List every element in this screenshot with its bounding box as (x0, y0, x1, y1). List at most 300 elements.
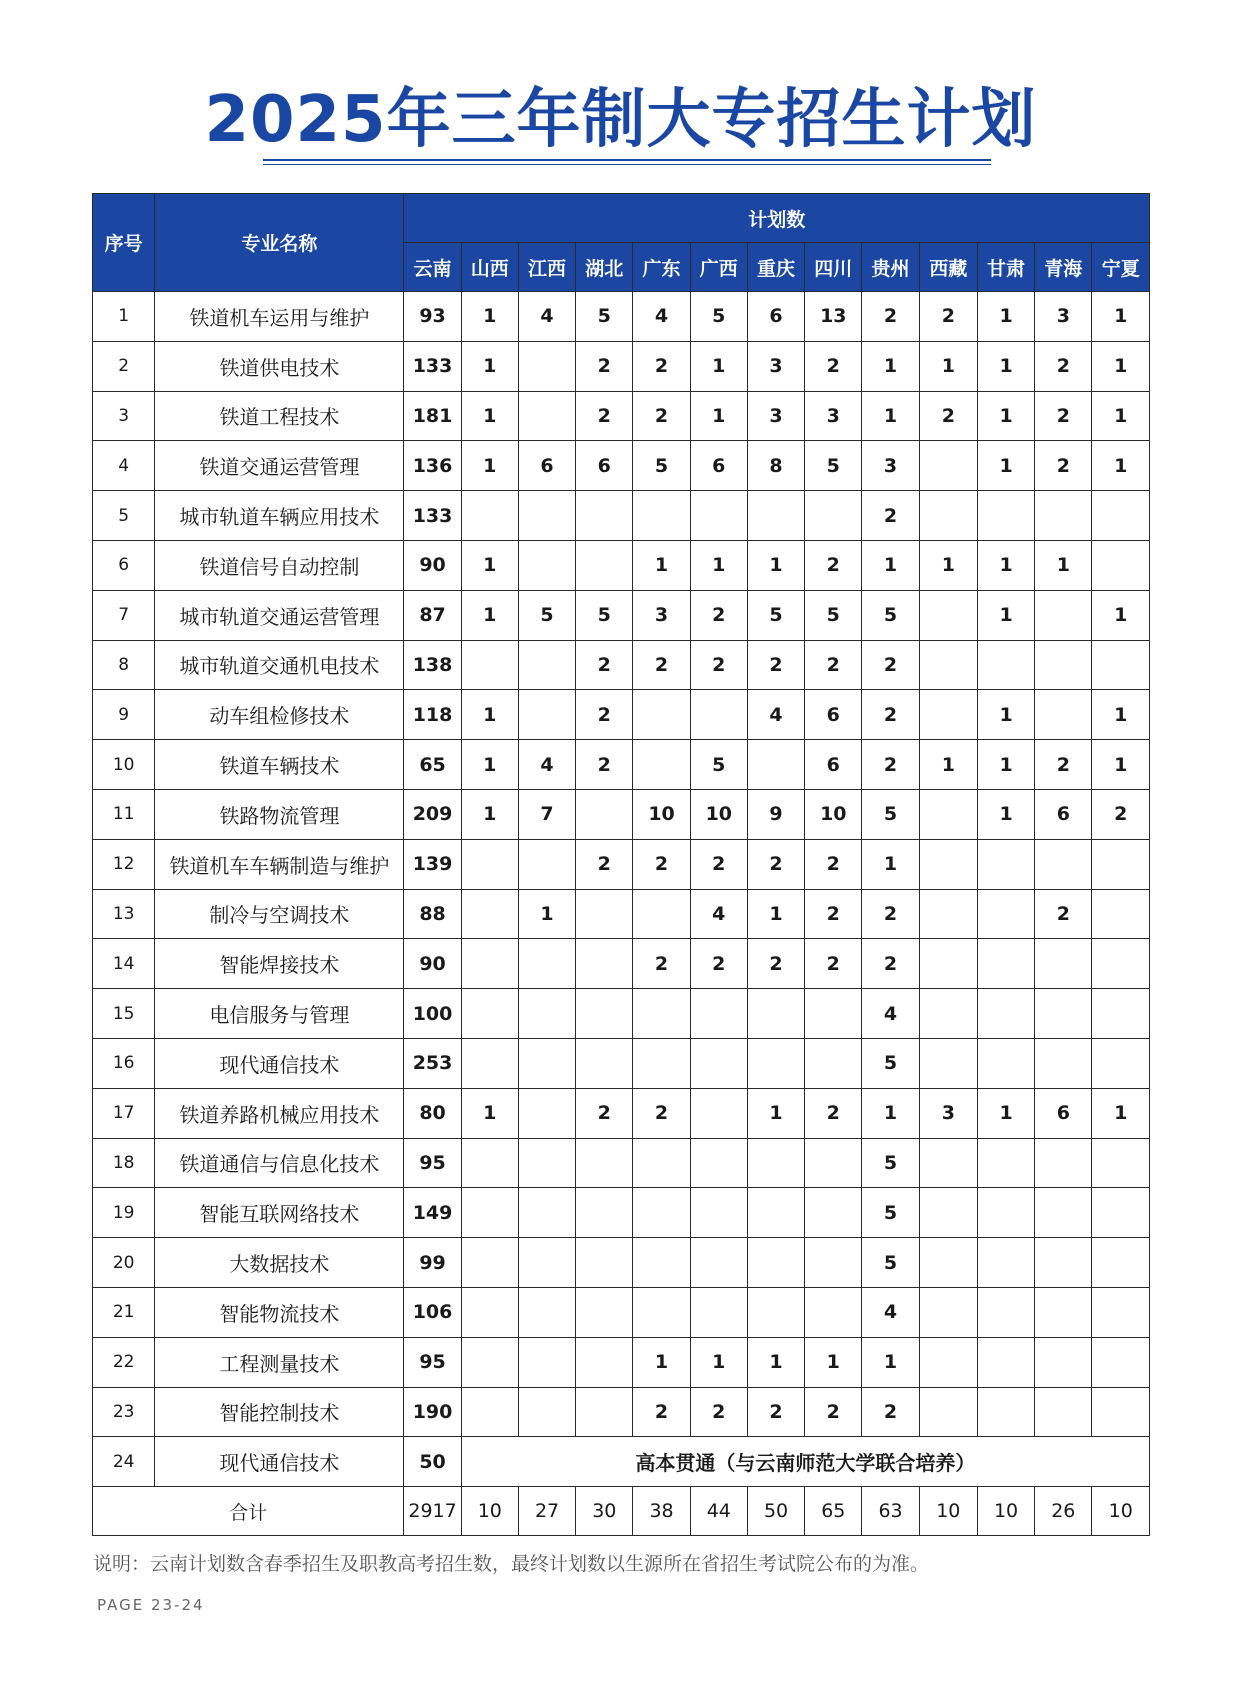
cell-province-count: 2 (576, 740, 633, 790)
cell-yunnan: 181 (404, 391, 461, 441)
page-title: 2025年三年制大专招生计划 (204, 83, 1037, 157)
row-seq: 3 (93, 391, 155, 441)
total-yunnan: 2917 (404, 1487, 461, 1536)
cell-province-count: 1 (633, 540, 690, 590)
cell-yunnan: 106 (404, 1287, 461, 1337)
cell-province-count (977, 889, 1034, 939)
cell-province-count (690, 1287, 747, 1337)
table-row (93, 889, 1150, 939)
cell-province-count (1092, 989, 1150, 1039)
cell-province-count (747, 1038, 804, 1088)
row-major-name: 城市轨道交通机电技术 (155, 640, 404, 690)
total-province: 10 (919, 1487, 977, 1536)
cell-province-count (1092, 1337, 1150, 1387)
cell-province-count: 5 (862, 590, 919, 640)
cell-province-count: 2 (805, 1387, 862, 1437)
cell-yunnan: 95 (404, 1337, 461, 1387)
header-province: 江西 (518, 243, 575, 292)
cell-province-count (1035, 1038, 1092, 1088)
cell-yunnan: 88 (404, 889, 461, 939)
cell-yunnan: 118 (404, 690, 461, 740)
row-major-name: 智能互联网络技术 (155, 1188, 404, 1238)
cell-province-count (576, 540, 633, 590)
cell-province-count: 2 (862, 491, 919, 541)
cell-yunnan: 133 (404, 491, 461, 541)
cell-province-count: 2 (862, 292, 919, 342)
table-row (93, 1188, 1150, 1238)
cell-province-count (977, 1138, 1034, 1188)
cell-province-count: 1 (518, 889, 575, 939)
cell-province-count: 5 (747, 590, 804, 640)
row-major-name: 铁道工程技术 (155, 391, 404, 441)
cell-province-count: 1 (747, 1337, 804, 1387)
cell-province-count (690, 1088, 747, 1138)
cell-yunnan: 99 (404, 1238, 461, 1288)
cell-province-count (1035, 1138, 1092, 1188)
cell-province-count (576, 989, 633, 1039)
cell-yunnan: 139 (404, 839, 461, 889)
cell-province-count (461, 889, 518, 939)
cell-province-count (1092, 1287, 1150, 1337)
cell-province-count (1035, 1387, 1092, 1437)
cell-province-count (518, 1337, 575, 1387)
cell-province-count: 1 (862, 341, 919, 391)
cell-province-count: 2 (576, 640, 633, 690)
cell-province-count: 2 (747, 1387, 804, 1437)
total-province: 10 (977, 1487, 1034, 1536)
row-seq: 10 (93, 740, 155, 790)
row-major-name: 制冷与空调技术 (155, 889, 404, 939)
cell-province-count: 1 (461, 441, 518, 491)
cell-province-count: 2 (576, 1088, 633, 1138)
cell-province-count: 1 (461, 690, 518, 740)
cell-province-count: 1 (977, 789, 1034, 839)
cell-province-count: 2 (862, 1387, 919, 1437)
cell-province-count (747, 989, 804, 1039)
row-seq: 1 (93, 292, 155, 342)
cell-province-count: 1 (977, 740, 1034, 790)
cell-province-count (977, 1287, 1034, 1337)
cell-yunnan: 136 (404, 441, 461, 491)
cell-province-count (518, 1088, 575, 1138)
cell-province-count: 6 (1035, 1088, 1092, 1138)
cell-province-count: 4 (862, 989, 919, 1039)
row-major-name: 智能焊接技术 (155, 939, 404, 989)
cell-province-count: 3 (805, 391, 862, 441)
table-row (93, 540, 1150, 590)
cell-province-count: 5 (805, 441, 862, 491)
cell-province-count (919, 1337, 977, 1387)
total-province: 50 (747, 1487, 804, 1536)
cell-province-count: 5 (576, 292, 633, 342)
row-seq: 18 (93, 1138, 155, 1188)
cell-province-count (805, 491, 862, 541)
table-row (93, 690, 1150, 740)
cell-province-count (805, 1138, 862, 1188)
cell-province-count (518, 1138, 575, 1188)
cell-province-count (747, 1138, 804, 1188)
cell-province-count (576, 1337, 633, 1387)
header-province: 广东 (633, 243, 690, 292)
cell-province-count: 5 (862, 1238, 919, 1288)
cell-province-count (576, 889, 633, 939)
cell-province-count: 4 (862, 1287, 919, 1337)
row-seq: 17 (93, 1088, 155, 1138)
cell-province-count (919, 1188, 977, 1238)
cell-province-count: 2 (633, 1088, 690, 1138)
row-major-name: 电信服务与管理 (155, 989, 404, 1039)
cell-yunnan: 253 (404, 1038, 461, 1088)
table-row (93, 1038, 1150, 1088)
table-body (93, 292, 1150, 1487)
row-major-name: 铁道供电技术 (155, 341, 404, 391)
cell-province-count (1035, 1287, 1092, 1337)
title-underline (263, 159, 991, 161)
header-province: 西藏 (919, 243, 977, 292)
enrollment-plan-table (92, 193, 1150, 1536)
cell-province-count (633, 1138, 690, 1188)
cell-province-count: 13 (805, 292, 862, 342)
cell-yunnan: 90 (404, 939, 461, 989)
cell-province-count (576, 1188, 633, 1238)
row-merged-note: 高本贯通（与云南师范大学联合培养） (461, 1437, 1149, 1487)
cell-province-count: 5 (633, 441, 690, 491)
cell-province-count (977, 839, 1034, 889)
cell-yunnan: 100 (404, 989, 461, 1039)
cell-province-count (576, 789, 633, 839)
cell-province-count: 2 (1035, 889, 1092, 939)
cell-province-count (1092, 889, 1150, 939)
cell-province-count (747, 1287, 804, 1337)
table-row (93, 341, 1150, 391)
header-province: 广西 (690, 243, 747, 292)
row-major-name: 铁道机车运用与维护 (155, 292, 404, 342)
cell-province-count: 5 (862, 1038, 919, 1088)
cell-province-count (461, 1238, 518, 1288)
cell-province-count (1035, 839, 1092, 889)
row-seq: 21 (93, 1287, 155, 1337)
cell-yunnan: 133 (404, 341, 461, 391)
cell-province-count: 3 (862, 441, 919, 491)
cell-province-count: 2 (805, 341, 862, 391)
cell-province-count (461, 989, 518, 1039)
cell-province-count: 5 (862, 789, 919, 839)
cell-province-count (1035, 491, 1092, 541)
cell-province-count (461, 1287, 518, 1337)
cell-province-count: 9 (747, 789, 804, 839)
cell-province-count (919, 1387, 977, 1437)
cell-province-count: 1 (461, 391, 518, 441)
cell-province-count: 2 (1035, 341, 1092, 391)
table-row (93, 939, 1150, 989)
cell-province-count (1092, 939, 1150, 989)
cell-province-count: 1 (862, 540, 919, 590)
table-row (93, 640, 1150, 690)
cell-province-count (518, 1287, 575, 1337)
row-seq: 5 (93, 491, 155, 541)
cell-province-count (690, 1238, 747, 1288)
cell-province-count: 5 (690, 292, 747, 342)
row-seq: 24 (93, 1437, 155, 1487)
cell-province-count: 1 (1092, 341, 1150, 391)
cell-province-count (919, 889, 977, 939)
cell-province-count (518, 939, 575, 989)
cell-province-count (576, 1238, 633, 1288)
cell-province-count (576, 1287, 633, 1337)
header-plan: 计划数 (404, 194, 1150, 243)
cell-yunnan: 87 (404, 590, 461, 640)
cell-province-count (576, 491, 633, 541)
cell-province-count (919, 1038, 977, 1088)
cell-province-count: 8 (747, 441, 804, 491)
cell-province-count (977, 1387, 1034, 1437)
row-major-name: 铁道养路机械应用技术 (155, 1088, 404, 1138)
cell-province-count (1035, 939, 1092, 989)
row-major-name: 铁路物流管理 (155, 789, 404, 839)
cell-province-count (690, 1038, 747, 1088)
cell-province-count: 2 (633, 640, 690, 690)
cell-province-count (805, 989, 862, 1039)
cell-province-count: 2 (1035, 391, 1092, 441)
cell-province-count (518, 640, 575, 690)
row-major-name: 智能物流技术 (155, 1287, 404, 1337)
cell-province-count (1092, 1038, 1150, 1088)
row-major-name: 智能控制技术 (155, 1387, 404, 1437)
cell-province-count: 1 (461, 789, 518, 839)
cell-province-count: 1 (919, 341, 977, 391)
cell-province-count: 2 (633, 341, 690, 391)
header-province: 重庆 (747, 243, 804, 292)
table-row (93, 789, 1150, 839)
cell-province-count: 1 (862, 1337, 919, 1387)
row-seq: 14 (93, 939, 155, 989)
cell-province-count (690, 690, 747, 740)
cell-province-count: 2 (805, 939, 862, 989)
cell-province-count (461, 939, 518, 989)
cell-province-count: 1 (1035, 540, 1092, 590)
row-major-name: 城市轨道车辆应用技术 (155, 491, 404, 541)
cell-yunnan: 65 (404, 740, 461, 790)
cell-province-count: 5 (862, 1188, 919, 1238)
cell-province-count: 2 (633, 391, 690, 441)
row-seq: 2 (93, 341, 155, 391)
cell-province-count: 2 (862, 740, 919, 790)
cell-province-count: 6 (747, 292, 804, 342)
cell-province-count: 5 (805, 590, 862, 640)
row-major-name: 城市轨道交通运营管理 (155, 590, 404, 640)
cell-province-count: 1 (690, 540, 747, 590)
cell-province-count (518, 1238, 575, 1288)
total-province: 27 (518, 1487, 575, 1536)
cell-province-count: 1 (461, 540, 518, 590)
cell-province-count: 1 (862, 391, 919, 441)
cell-province-count: 1 (977, 540, 1034, 590)
table-row (93, 441, 1150, 491)
cell-province-count (919, 839, 977, 889)
row-seq: 12 (93, 839, 155, 889)
cell-province-count (1092, 491, 1150, 541)
cell-province-count: 1 (461, 740, 518, 790)
cell-province-count (518, 540, 575, 590)
cell-province-count: 1 (1092, 690, 1150, 740)
cell-yunnan: 80 (404, 1088, 461, 1138)
cell-province-count: 4 (747, 690, 804, 740)
row-major-name: 铁道交通运营管理 (155, 441, 404, 491)
cell-province-count: 6 (518, 441, 575, 491)
cell-province-count (633, 989, 690, 1039)
cell-province-count (919, 1238, 977, 1288)
cell-province-count: 1 (747, 540, 804, 590)
row-seq: 16 (93, 1038, 155, 1088)
row-major-name: 大数据技术 (155, 1238, 404, 1288)
cell-province-count (518, 391, 575, 441)
cell-yunnan: 90 (404, 540, 461, 590)
total-province: 65 (805, 1487, 862, 1536)
cell-province-count (461, 491, 518, 541)
header-major: 专业名称 (155, 194, 404, 292)
cell-province-count: 6 (805, 690, 862, 740)
cell-province-count (690, 1138, 747, 1188)
cell-province-count: 1 (1092, 590, 1150, 640)
cell-province-count: 2 (633, 839, 690, 889)
cell-province-count (1092, 1238, 1150, 1288)
cell-province-count (919, 491, 977, 541)
row-major-name: 现代通信技术 (155, 1437, 404, 1487)
cell-province-count: 2 (576, 839, 633, 889)
cell-province-count (633, 690, 690, 740)
cell-province-count: 2 (747, 839, 804, 889)
cell-province-count (805, 1287, 862, 1337)
row-seq: 20 (93, 1238, 155, 1288)
row-seq: 23 (93, 1387, 155, 1437)
cell-province-count (977, 939, 1034, 989)
row-seq: 19 (93, 1188, 155, 1238)
cell-province-count: 4 (633, 292, 690, 342)
cell-province-count (1092, 540, 1150, 590)
cell-province-count (576, 939, 633, 989)
row-seq: 13 (93, 889, 155, 939)
total-row (93, 1487, 1150, 1536)
table-row (93, 740, 1150, 790)
cell-province-count: 2 (919, 292, 977, 342)
cell-province-count: 6 (690, 441, 747, 491)
cell-province-count: 1 (690, 1337, 747, 1387)
cell-province-count (461, 640, 518, 690)
cell-province-count (576, 1387, 633, 1437)
cell-province-count (690, 989, 747, 1039)
row-major-name: 铁道通信与信息化技术 (155, 1138, 404, 1188)
total-province: 44 (690, 1487, 747, 1536)
table-row (93, 1088, 1150, 1138)
cell-province-count (919, 939, 977, 989)
cell-province-count: 2 (1092, 789, 1150, 839)
cell-province-count: 3 (747, 391, 804, 441)
cell-province-count (461, 839, 518, 889)
cell-province-count (518, 491, 575, 541)
cell-province-count: 3 (1035, 292, 1092, 342)
cell-province-count: 1 (805, 1337, 862, 1387)
cell-province-count (461, 1387, 518, 1437)
cell-province-count (1035, 590, 1092, 640)
cell-province-count (461, 1188, 518, 1238)
cell-province-count (633, 1287, 690, 1337)
cell-province-count: 10 (805, 789, 862, 839)
cell-province-count (919, 640, 977, 690)
cell-province-count: 2 (805, 889, 862, 939)
cell-yunnan: 50 (404, 1437, 461, 1487)
cell-province-count (518, 1387, 575, 1437)
cell-province-count: 1 (1092, 1088, 1150, 1138)
cell-province-count (977, 1337, 1034, 1387)
cell-province-count (1092, 839, 1150, 889)
cell-province-count (518, 1038, 575, 1088)
cell-province-count: 2 (862, 939, 919, 989)
row-seq: 6 (93, 540, 155, 590)
title-underline-thin (263, 164, 991, 165)
row-major-name: 铁道信号自动控制 (155, 540, 404, 590)
cell-province-count (518, 690, 575, 740)
cell-province-count (1035, 1238, 1092, 1288)
cell-province-count (461, 1038, 518, 1088)
cell-province-count: 1 (977, 441, 1034, 491)
cell-province-count (747, 491, 804, 541)
total-label: 合计 (93, 1487, 404, 1536)
cell-province-count (576, 1138, 633, 1188)
table-row (93, 989, 1150, 1039)
cell-province-count: 5 (690, 740, 747, 790)
cell-province-count: 2 (862, 889, 919, 939)
cell-province-count: 4 (690, 889, 747, 939)
row-seq: 8 (93, 640, 155, 690)
cell-province-count (805, 1038, 862, 1088)
cell-province-count (1092, 1138, 1150, 1188)
table-row (93, 1337, 1150, 1387)
cell-province-count (747, 1238, 804, 1288)
cell-province-count (1035, 989, 1092, 1039)
cell-province-count (633, 1188, 690, 1238)
cell-province-count (633, 491, 690, 541)
cell-province-count: 1 (690, 391, 747, 441)
cell-province-count: 1 (919, 540, 977, 590)
cell-province-count: 2 (919, 391, 977, 441)
cell-province-count: 2 (805, 640, 862, 690)
cell-province-count (518, 839, 575, 889)
cell-province-count: 3 (747, 341, 804, 391)
header-province: 贵州 (862, 243, 919, 292)
table-row (93, 1238, 1150, 1288)
total-province: 10 (1092, 1487, 1150, 1536)
cell-province-count: 2 (576, 391, 633, 441)
cell-province-count: 2 (690, 590, 747, 640)
cell-province-count (690, 1188, 747, 1238)
row-major-name: 现代通信技术 (155, 1038, 404, 1088)
cell-province-count: 2 (690, 939, 747, 989)
footnote: 说明：云南计划数含春季招生及职教高考招生数，最终计划数以生源所在省招生考试院公布的为准。 (93, 1553, 930, 1575)
cell-province-count: 2 (576, 341, 633, 391)
table-row (93, 590, 1150, 640)
table-row (93, 1287, 1150, 1337)
table-row (93, 391, 1150, 441)
row-major-name: 铁道机车车辆制造与维护 (155, 839, 404, 889)
cell-province-count: 2 (862, 690, 919, 740)
cell-province-count: 10 (690, 789, 747, 839)
cell-province-count (1035, 1188, 1092, 1238)
cell-province-count: 10 (633, 789, 690, 839)
table-row (93, 292, 1150, 342)
cell-province-count (919, 1138, 977, 1188)
cell-province-count (977, 1188, 1034, 1238)
row-seq: 22 (93, 1337, 155, 1387)
